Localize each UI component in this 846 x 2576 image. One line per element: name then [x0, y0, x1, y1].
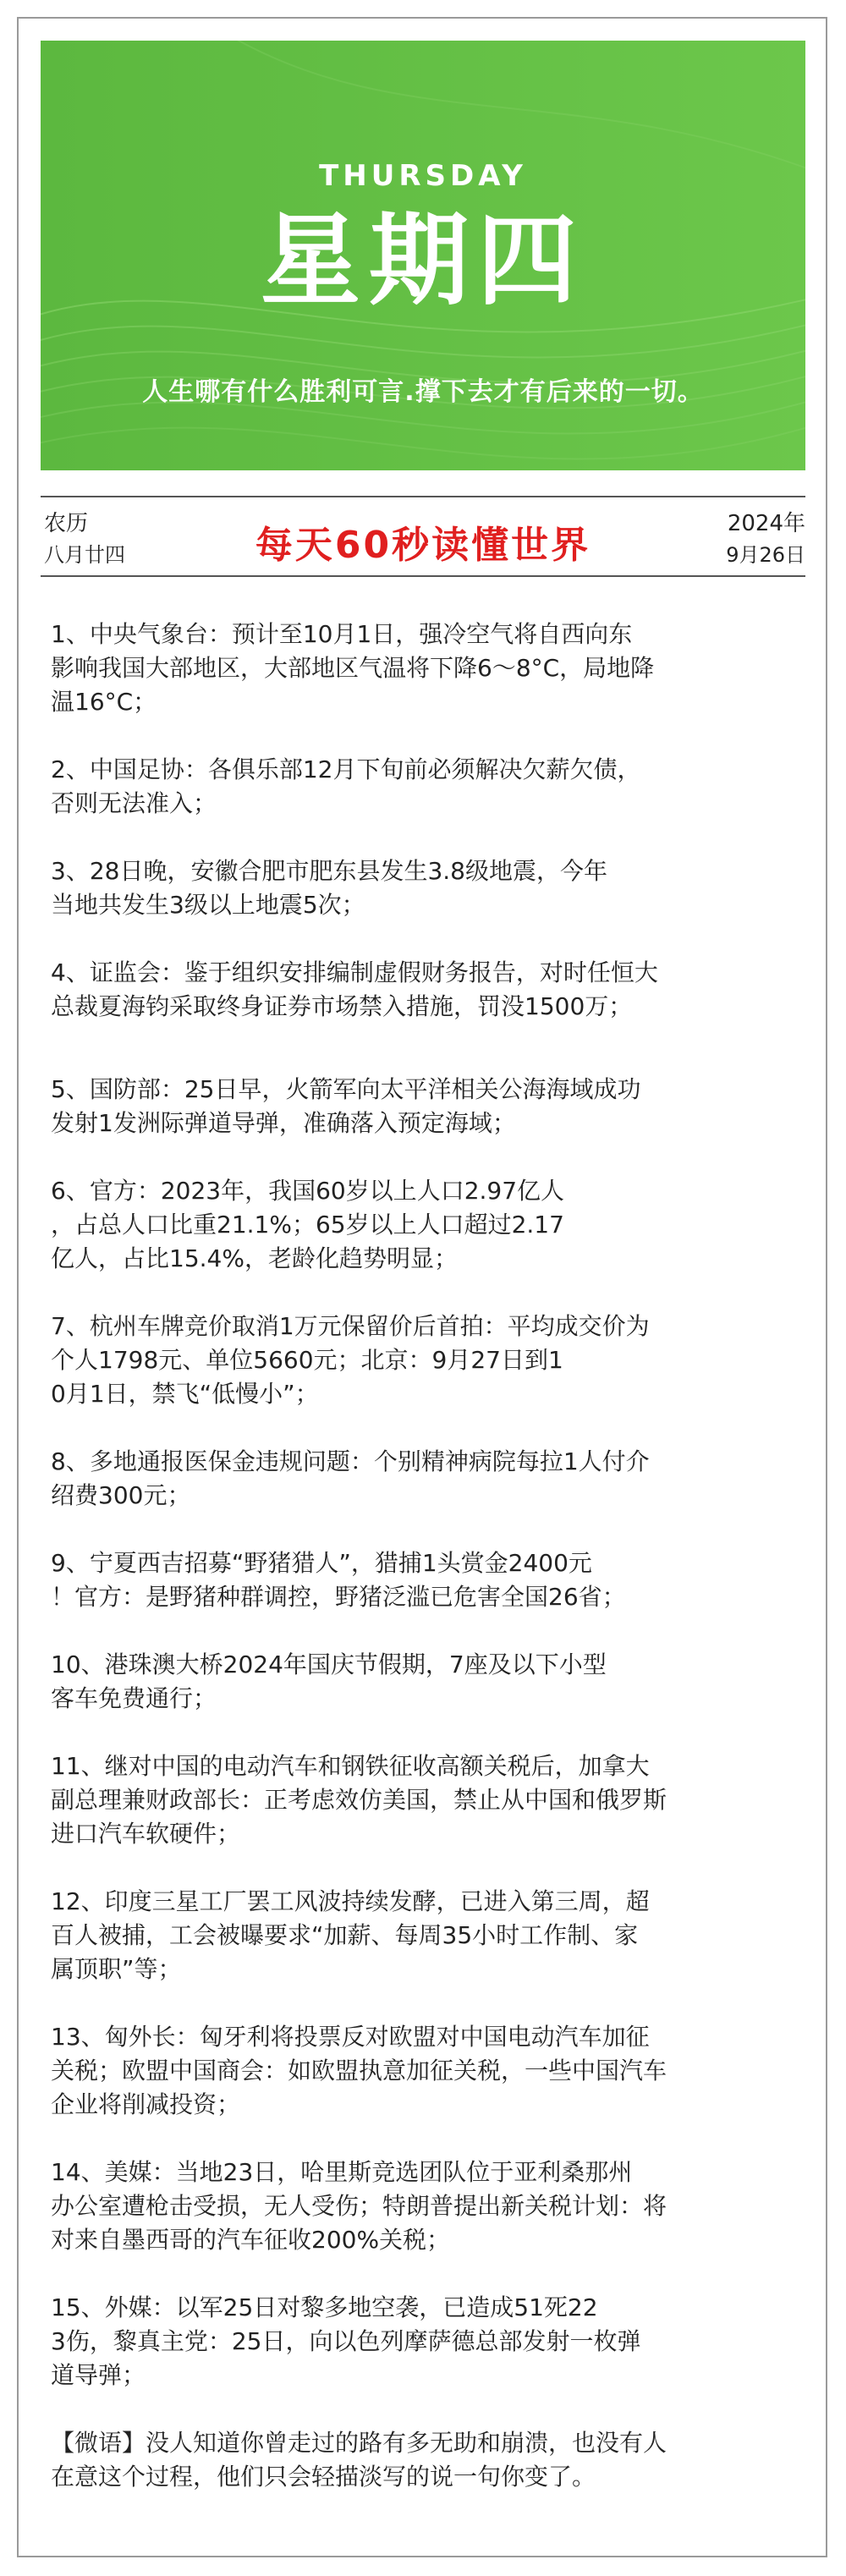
- news-item-2: 2、中国足协：各俱乐部12月下旬前必须解决欠薪欠债， 否则无法准入；: [51, 755, 641, 817]
- bottom-divider: [41, 575, 805, 577]
- header-banner: [41, 41, 805, 470]
- news-item-13: 13、匈外长：匈牙利将投票反对欧盟对中国电动汽车加征 关税；欧盟中国商会：如欧盟执意加征关税，一些中国汽车 企业将削减投资；: [51, 2023, 667, 2118]
- news-item-7: 7、杭州车牌竞价取消1万元保留价后首拍：平均成交价为 个人1798元、单位5660元；北京：9月27日到1 0月1日，禁飞“低慢小”；: [51, 1312, 650, 1408]
- news-item-3: 3、28日晚，安徽合肥市肥东县发生3.8级地震，今年 当地共发生3级以上地震5次；: [51, 857, 607, 919]
- motto-text: 人生哪有什么胜利可言.撑下去才有后来的一切。: [142, 377, 704, 407]
- lunar-label: 农历: [44, 511, 89, 536]
- news-item-11: 11、继对中国的电动汽车和钢铁征收高额关税后，加拿大 副总理兼财政部长：正考虑效仿美国，禁止从中国和俄罗斯 进口汽车软硬件；: [51, 1752, 667, 1848]
- daily-quote: 【微语】没人知道你曾走过的路有多无助和崩溃，也没有人 在意这个过程，他们只会轻描淡写的说一句你变了。: [51, 2429, 667, 2491]
- weekday-chinese: 星期四: [260, 202, 585, 319]
- news-item-10: 10、港珠澳大桥2024年国庆节假期，7座及以下小型 客车免费通行；: [51, 1651, 607, 1712]
- news-list: [51, 618, 812, 2528]
- news-item-15: 15、外媒：以军25日对黎多地空袭，已造成51死22 3伤，黎真主党：25日，向以色列摩萨德总部发射一枚弹 道导弹；: [51, 2293, 641, 2389]
- news-item-8: 8、多地通报医保金违规问题：个别精神病院每拉1人付介 绍费300元；: [51, 1447, 650, 1509]
- news-item-4: 4、证监会：鉴于组织安排编制虚假财务报告，对时任恒大 总裁夏海钧采取终身证券市场禁入措施，罚没1500万；: [51, 958, 658, 1020]
- page-title: 每天60秒读懂世界: [255, 524, 591, 567]
- news-item-12: 12、印度三星工厂罢工风波持续发酵，已进入第三周，超 百人被捕，工会被曝要求“加薪、每周35小时工作制、家 属顶职”等；: [51, 1887, 650, 1983]
- weekday-english: THURSDAY: [319, 159, 527, 193]
- lunar-date: 八月廿四: [44, 543, 125, 567]
- news-item-9: 9、宁夏西吉招募“野猪猎人”，猎捕1头赏金2400元 ！官方：是野猪种群调控，野猪泛滥已危害全国26省；: [51, 1549, 626, 1611]
- year-label: 2024年: [727, 511, 805, 536]
- date-label: 9月26日: [726, 543, 805, 567]
- top-divider: [41, 496, 805, 497]
- news-item-5: 5、国防部：25日早，火箭军向太平洋相关公海海域成功 发射1发洲际弹道导弹，准确落入预定海域；: [51, 1075, 641, 1137]
- news-item-6: 6、官方：2023年，我国60岁以上人口2.97亿人 ，占总人口比重21.1%；65岁以上人口超过2.17 亿人，占比15.4%，老龄化趋势明显；: [51, 1177, 565, 1272]
- news-item-14: 14、美媒：当地23日，哈里斯竞选团队位于亚利桑那州 办公室遭枪击受损，无人受伤；特朗普提出新关税计划：将 对来自墨西哥的汽车征收200%关税；: [51, 2158, 667, 2254]
- news-item-1: 1、中央气象台：预计至10月1日，强冷空气将自西向东 影响我国大部地区，大部地区气温将下降6～8°C，局地降 温16°C；: [51, 620, 655, 716]
